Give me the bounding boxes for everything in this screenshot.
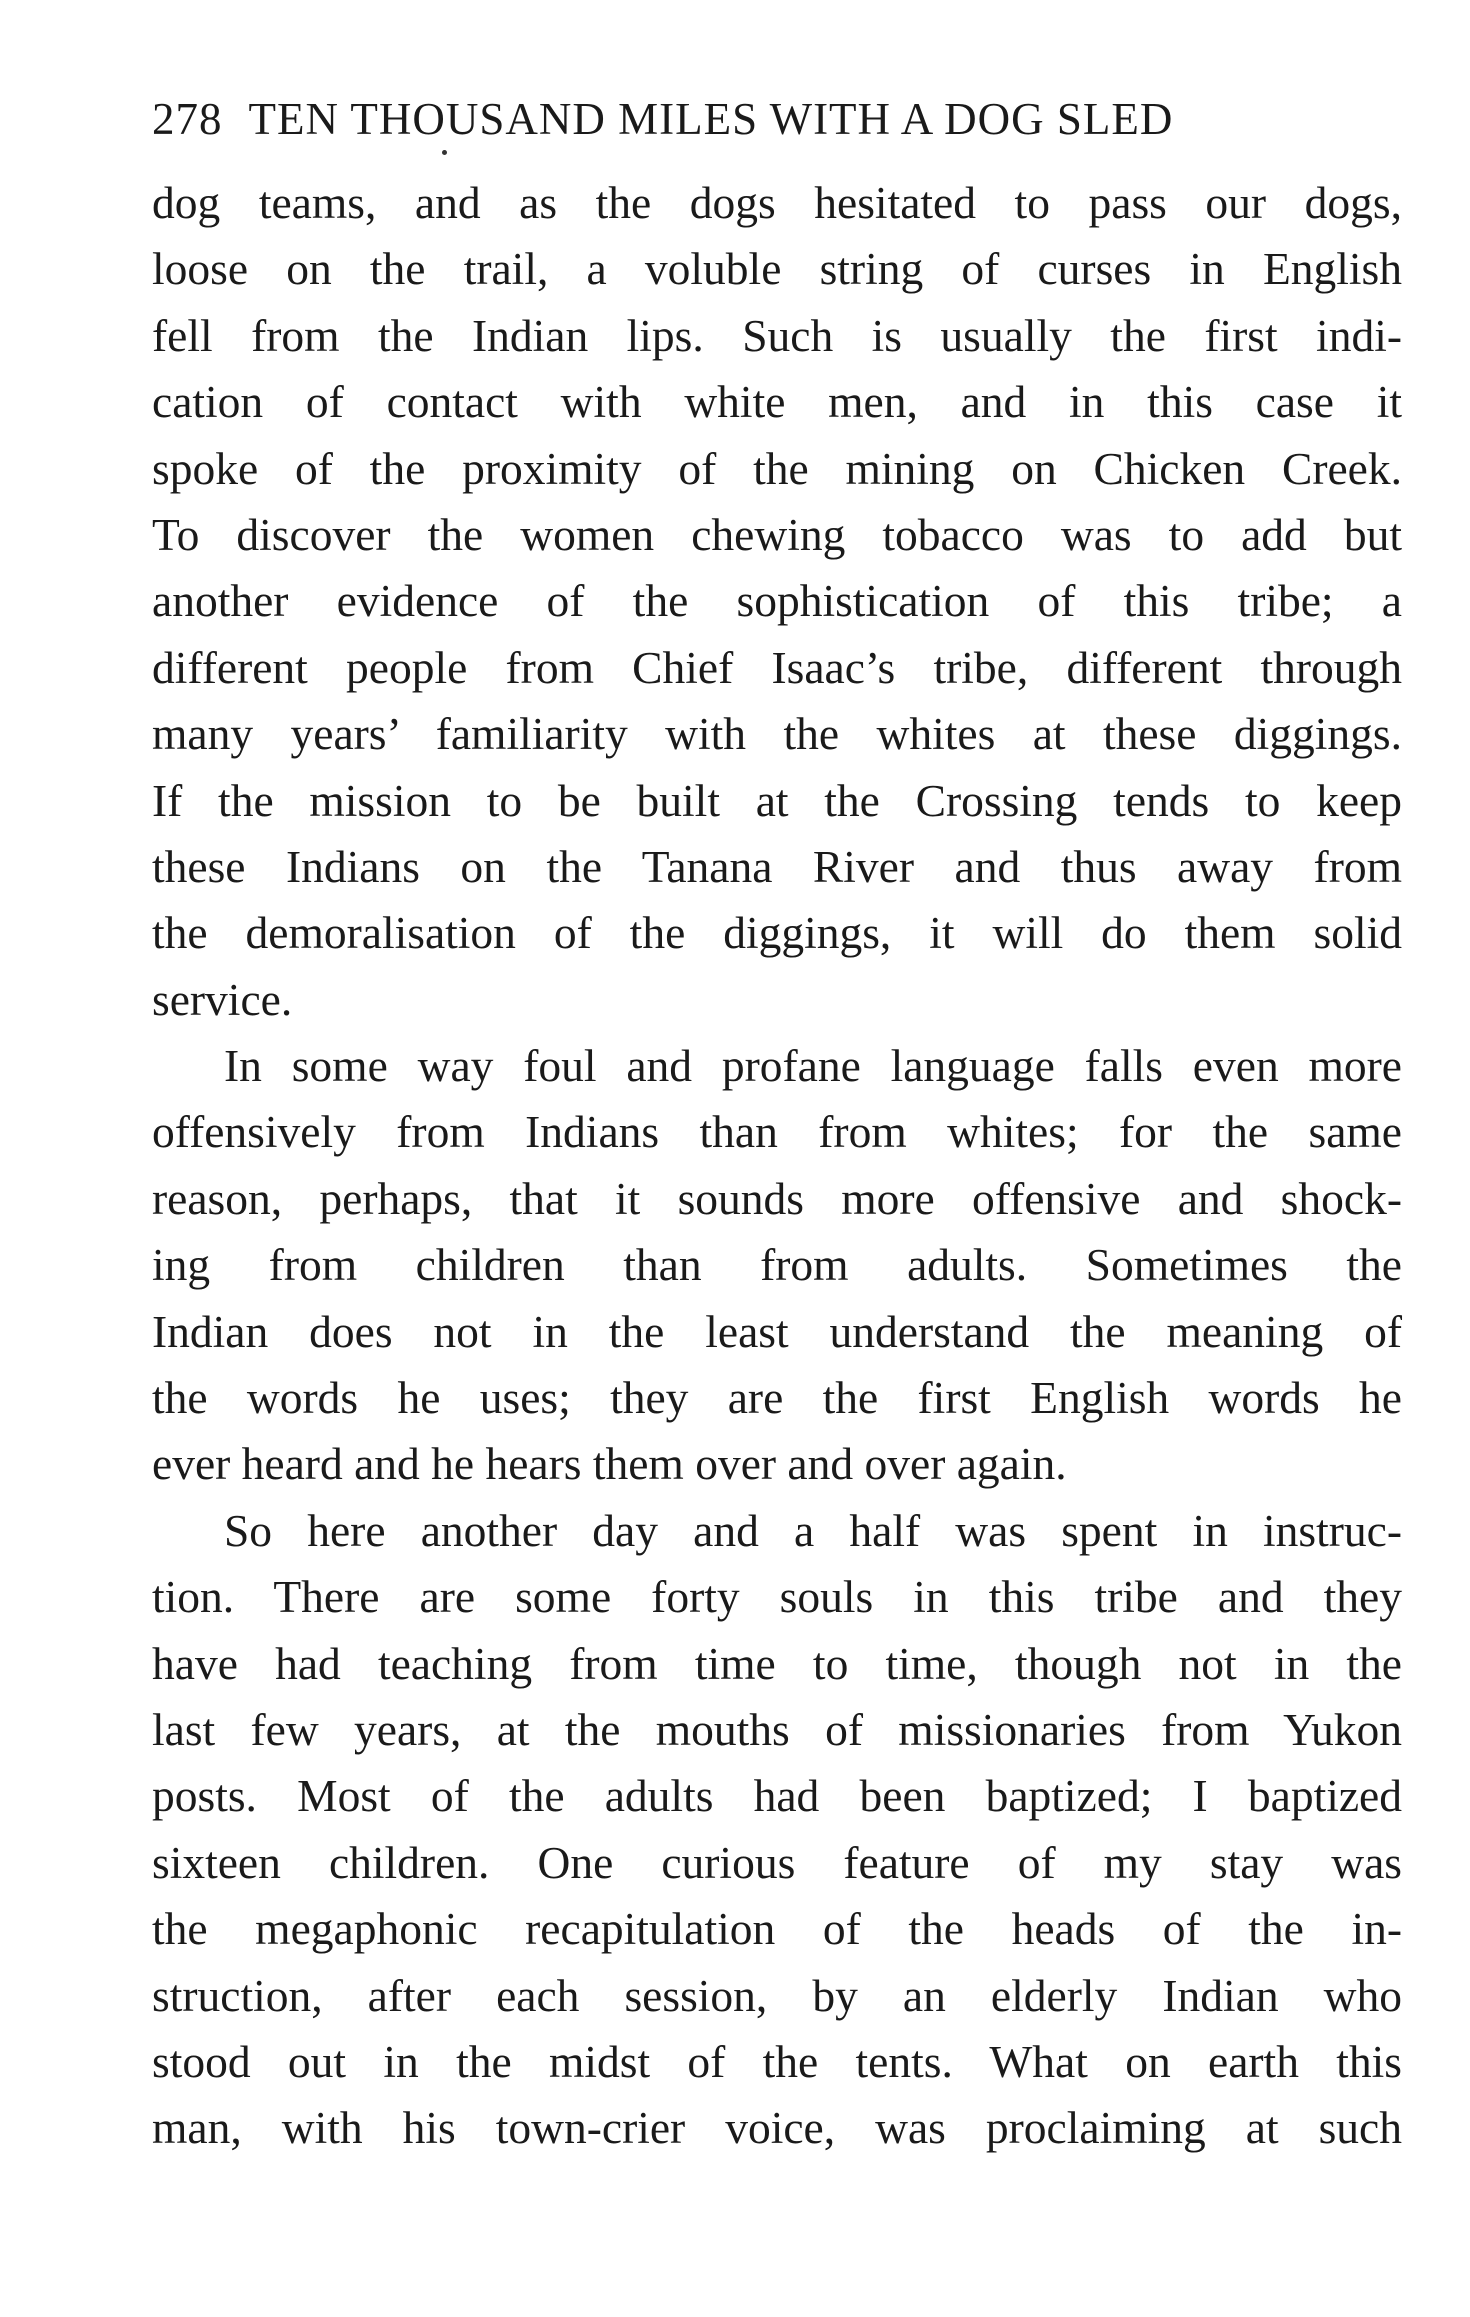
text-line: offensively from Indians than from whites; for the same — [152, 1106, 1402, 1158]
print-speck — [442, 150, 447, 155]
text-line: loose on the trail, a voluble string of curses in English — [152, 243, 1402, 295]
text-line: many years’ familiarity with the whites at these diggings. — [152, 708, 1402, 760]
text-line: posts. Most of the adults had been baptized; I baptized — [152, 1770, 1402, 1822]
paragraph-first-line: So here another day and a half was spent in instruc- — [224, 1504, 1402, 1556]
text-line: different people from Chief Isaac’s tribe, different through — [152, 641, 1402, 693]
text-line: cation of contact with white men, and in this case it — [152, 376, 1402, 428]
text-line: struction, after each session, by an elderly Indian who — [152, 1969, 1402, 2021]
text-line: have had teaching from time to time, though not in the — [152, 1637, 1402, 1689]
text-line: dog teams, and as the dogs hesitated to pass our dogs, — [152, 177, 1402, 228]
text-line: sixteen children. One curious feature of my stay was — [152, 1836, 1402, 1888]
text-line: To discover the women chewing tobacco was to add but — [152, 508, 1402, 560]
body-text — [152, 170, 1402, 2162]
page-number: 278 — [152, 94, 223, 144]
running-head — [152, 86, 1402, 152]
text-line: stood out in the midst of the tents. What on earth this — [152, 2035, 1402, 2087]
text-line: tion. There are some forty souls in this tribe and they — [152, 1571, 1402, 1623]
book-page — [152, 86, 1402, 2162]
text-line: the megaphonic recapitulation of the heads of the in- — [152, 1903, 1402, 1955]
text-line: ever heard and he hears them over and over again. — [152, 1438, 1067, 1490]
text-line: the words he uses; they are the first English words he — [152, 1372, 1402, 1424]
text-line: last few years, at the mouths of missionaries from Yukon — [152, 1703, 1402, 1755]
text-line: fell from the Indian lips. Such is usually the first indi- — [152, 309, 1402, 361]
paragraph-first-line: In some way foul and profane language falls even more — [224, 1040, 1402, 1092]
text-line: the demoralisation of the diggings, it will do them solid — [152, 907, 1402, 959]
text-line: another evidence of the sophistication of this tribe; a — [152, 575, 1402, 627]
text-line: service. — [152, 973, 293, 1025]
text-line: these Indians on the Tanana River and thus away from — [152, 840, 1402, 892]
text-line: Indian does not in the least understand the meaning of — [152, 1305, 1402, 1357]
text-line: spoke of the proximity of the mining on Chicken Creek. — [152, 442, 1402, 494]
text-line: ing from children than from adults. Sometimes the — [152, 1239, 1402, 1291]
text-line: If the mission to be built at the Crossing tends to keep — [152, 774, 1402, 826]
running-title: TEN THOUSAND MILES WITH A DOG SLED — [248, 94, 1174, 144]
text-line: man, with his town-crier voice, was proclaiming at such — [152, 2102, 1402, 2154]
text-line: reason, perhaps, that it sounds more offensive and shock- — [152, 1172, 1402, 1224]
